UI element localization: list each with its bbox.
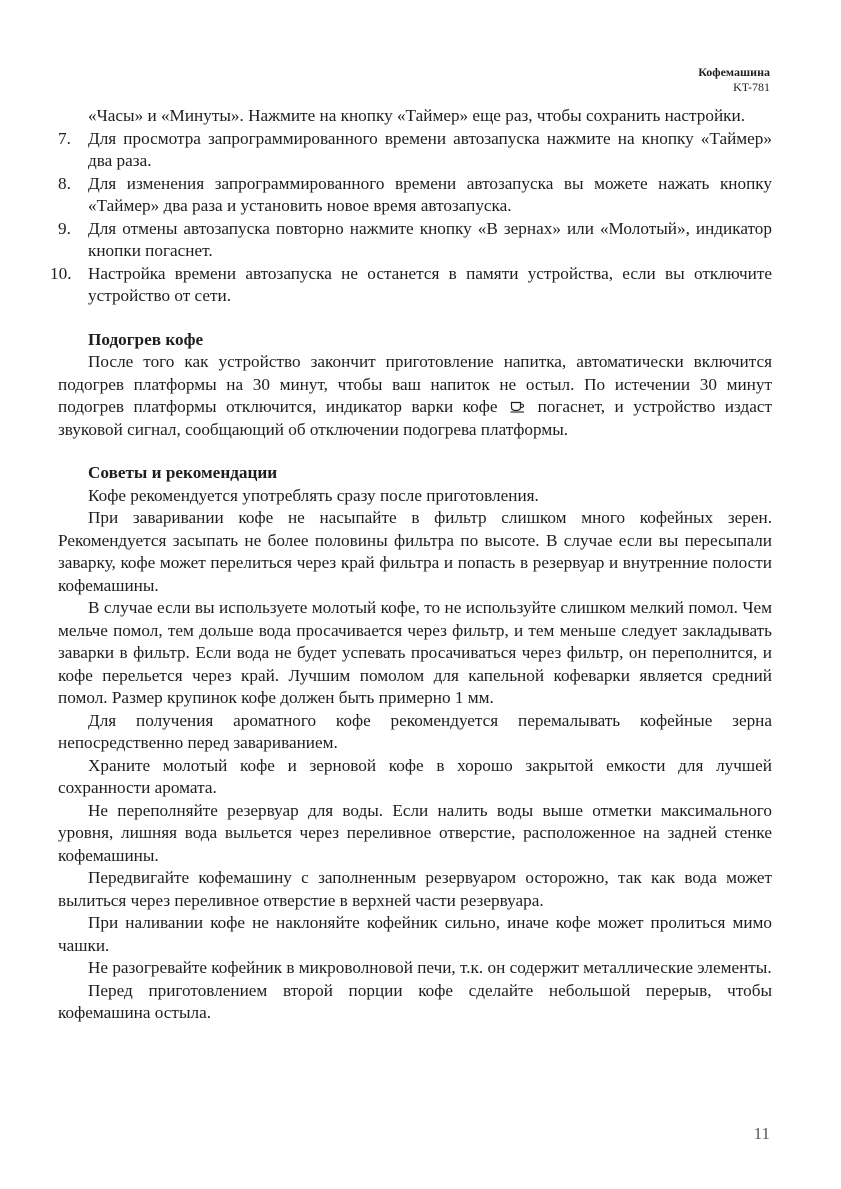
step-number: 8. bbox=[58, 173, 71, 193]
step-text: Для отмены автозапуска повторно нажмите кнопку «В зернах» или «Молотый», индикатор кнопки погаснет. bbox=[88, 218, 772, 260]
list-item bbox=[58, 218, 772, 263]
step-number: 7. bbox=[58, 128, 71, 148]
list-item bbox=[58, 173, 772, 218]
running-head-model: KT-781 bbox=[733, 80, 770, 94]
heating-paragraph bbox=[58, 351, 772, 441]
running-head bbox=[698, 65, 770, 95]
step-number: 10. bbox=[50, 263, 72, 283]
tip-paragraph: Передвигайте кофемашину с заполненным резервуаром осторожно, так как вода может вылиться через переливное отверстие в верхней части резервуара. bbox=[58, 868, 772, 910]
tip-paragraph: Не переполняйте резервуар для воды. Если налить воды выше отметки максимального уровня, лишняя вода выльется через переливное отверстие, расположенное на задней стенке кофемашины. bbox=[58, 800, 772, 865]
section-heading-heating: Подогрев кофе bbox=[88, 329, 204, 349]
section-heading-tips: Советы и рекомендации bbox=[88, 463, 278, 482]
tip-paragraph: Храните молотый кофе и зерновой кофе в хорошо закрытой емкости для лучшей сохранности аромата. bbox=[58, 755, 772, 797]
running-head-title: Кофемашина bbox=[698, 65, 770, 79]
continued-step-text: «Часы» и «Минуты». Нажмите на кнопку «Таймер» еще раз, чтобы сохранить настройки. bbox=[88, 106, 746, 125]
autostart-steps-list bbox=[50, 128, 772, 308]
page-content bbox=[50, 105, 772, 1025]
tip-paragraph: При наливании кофе не наклоняйте кофейник сильно, иначе кофе может пролиться мимо чашки. bbox=[58, 913, 772, 955]
tip-paragraph: Кофе рекомендуется употреблять сразу после приготовления. bbox=[88, 485, 539, 505]
step-text: Настройка времени автозапуска не останется в памяти устройства, если вы отключите устройство от сети. bbox=[88, 263, 772, 305]
coffee-cup-icon bbox=[510, 401, 525, 413]
step-text: Для просмотра запрограммированного времени автозапуска нажмите на кнопку «Таймер» два раза. bbox=[88, 128, 772, 170]
list-item bbox=[58, 128, 772, 173]
step-number: 9. bbox=[58, 218, 71, 238]
tip-paragraph: Для получения ароматного кофе рекомендуется перемалывать кофейные зерна непосредственно перед завариванием. bbox=[58, 710, 772, 752]
tip-paragraph: Не разогревайте кофейник в микроволновой печи, т.к. он содержит металлические элементы. bbox=[88, 958, 772, 977]
heating-text-start: После того как устройство закончит приготовление напитка, автоматически включится подогрев платформы на 30 минут, чтобы ваш напиток не остыл. По истечении 30 минут подогрев платформы отключится, индикатор варки кофе bbox=[58, 352, 772, 416]
step-text: Для изменения запрограммированного времени автозапуска вы можете нажать кнопку «Таймер» два раза и установить новое время автозапуска. bbox=[88, 173, 772, 215]
list-item bbox=[50, 263, 772, 308]
heating-text-end: погаснет, и устройство издаст звуковой сигнал, сообщающий об отключении подогрева платформы. bbox=[58, 397, 772, 439]
page-number: 11 bbox=[753, 1124, 770, 1143]
tip-paragraph: Перед приготовлением второй порции кофе сделайте небольшой перерыв, чтобы кофемашина остыла. bbox=[58, 980, 772, 1022]
tip-paragraph: При заваривании кофе не насыпайте в фильтр слишком много кофейных зерен. Рекомендуется засыпать не более половины фильтра по высоте. В случае если вы пересыпали заварку, кофе может перелиться через край фильтра и попасть в резервуар и внутренние полости кофемашины. bbox=[58, 508, 772, 595]
tip-paragraph: В случае если вы используете молотый кофе, то не используйте слишком мелкий помол. Чем мельче помол, тем дольше вода просачивается через фильтр, и тем меньше следует закладывать заварки в фильтр. Если вода не будет успевать просачиваться через фильтр, он переполнится, и кофе перельется через край. Лучшим помолом для капельной кофеварки является средний помол. Размер крупинок кофе должен быть примерно 1 мм. bbox=[58, 598, 772, 707]
